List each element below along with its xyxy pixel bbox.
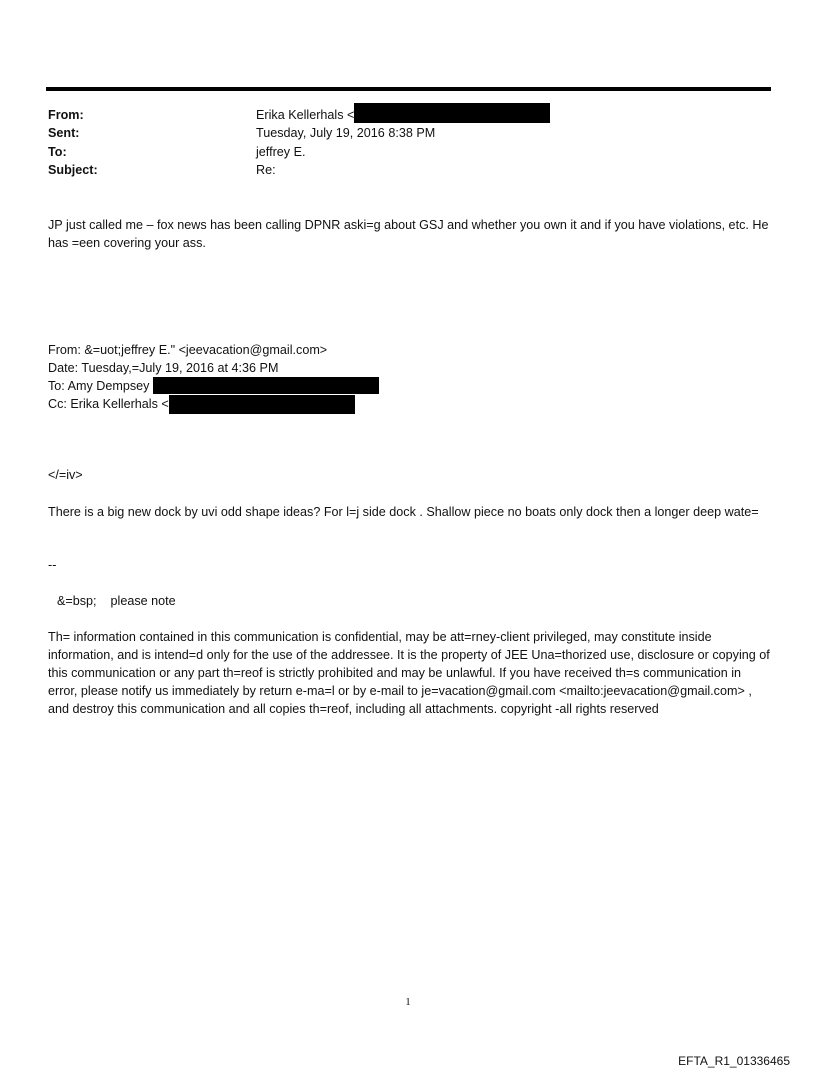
disclaimer-text: Th= information contained in this communication is confidential, may be att=rney-client privileged, may constitute inside information, and is intend=d only for the use of the addressee. It is the property of JEE Una=thorized use, disclosure or copying of this communication or any part th=reof is strictly prohibited and may be unlawful. If you have received th=s communication in error, please notify us immediately by return e-ma=l or by e-mail to je=vacation@gmail.com <mailto:jeevacation@gmail.com> , and destroy this communication and all copies th=reof, including all attachments. copyright -all rights reserved [48, 630, 770, 716]
sent-label: Sent: [48, 126, 80, 140]
quoted-from-line: From: &=uot;jeffrey E." <jeevacation@gmail.com> [48, 343, 328, 357]
redaction-block [169, 395, 355, 414]
quoted-date-line: Date: Tuesday,=July 19, 2016 at 4:36 PM [48, 361, 279, 375]
quoted-to-text: To: Amy Dempsey [48, 379, 150, 393]
from-name: Erika Kellerhals < [256, 108, 355, 122]
sent-value: Tuesday, July 19, 2016 8:38 PM [256, 126, 436, 140]
redaction-block [153, 377, 379, 394]
quoted-cc-text: Cc: Erika Kellerhals < [48, 397, 169, 411]
quoted-cc-line [48, 395, 355, 414]
bates-number: EFTA_R1_01336465 [678, 1054, 790, 1068]
please-note-line: &=bsp; please note [57, 594, 176, 608]
subject-label: Subject: [48, 163, 98, 177]
message-body: JP just called me – fox news has been calling DPNR aski=g about GSJ and whether you own it and if you have violations, etc. He has =een covering your ass. [48, 218, 769, 250]
to-label: To: [48, 145, 67, 159]
from-value [256, 107, 550, 124]
subject-value: Re: [256, 163, 276, 177]
signature-separator: -- [48, 558, 57, 572]
from-label: From: [48, 108, 84, 122]
header-rule [46, 87, 771, 91]
div-tag-text: </=iv> [48, 468, 83, 482]
quoted-to-line [48, 377, 379, 395]
to-value: jeffrey E. [256, 145, 306, 159]
page-number: 1 [405, 996, 411, 1008]
quoted-message: There is a big new dock by uvi odd shape ideas? For l=j side dock . Shallow piece no boats only dock then a longer deep wate= [48, 505, 759, 519]
redaction-block [354, 103, 550, 123]
